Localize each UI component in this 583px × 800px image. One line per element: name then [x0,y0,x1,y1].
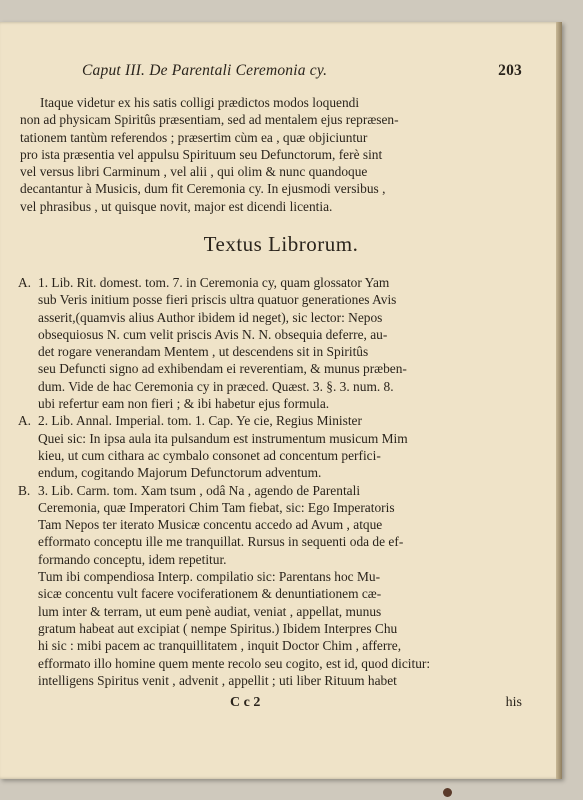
intro-line: decantantur à Musicis, dum fit Ceremonia cy. In ejusmodi versibus , [20,181,386,197]
page-number: 203 [498,62,522,79]
intro-line: vel versus libri Carminum , vel alii , qui olim & nunc quandoque [20,164,368,180]
entry-line: formando conceptu, idem repetitur. [38,551,227,567]
entry-line: asserit,(quamvis alius Author ibidem id neget), sic lector: Nepos [38,309,383,325]
entry-line: efformato illo homine quem mente recolo seu cogito, est id, quod dicitur: [38,655,431,671]
entry-line: kieu, ut cum cithara ac cymbalo consonet ad concentum perfici- [38,447,381,463]
entry-line: det rogare venerandam Mentem , ut descendens sit in Spiritûs [38,344,369,360]
entry-line: efformato conceptu ille me tranquillat. Rursus in sequenti oda de ef- [38,534,404,550]
intro-line: vel phrasibus , ut quisque novit, major est dicendi licentia. [20,198,333,214]
entry-line: Tam Nepos ter iterato Musicæ concentu accedo ad Avum , atque [38,517,383,533]
entry-line: gratum habeat aut excipiat ( nempe Spiritus.) Ibidem Interpres Chu [38,620,398,636]
entry-line: seu Defuncti signo ad exhibendam ei reverentiam, & munus præben- [38,361,407,377]
entry-interp [18,568,520,689]
entry-line: Tum ibi compendiosa Interp. compilatio sic: Parentans hoc Mu- [38,569,381,585]
entry-marker: B. [18,482,31,498]
intro-line: Itaque videtur ex his satis colligi prædictos modos loquendi [40,95,360,110]
intro-line: pro ista præsentia vel appulsu Spirituum seu Defunctorum, ferè sint [20,146,383,162]
entry-line: 2. Lib. Annal. Imperial. tom. 1. Cap. Ye cie, Regius Minister [38,413,362,429]
entry-line: 3. Lib. Carm. tom. Xam tsum , odâ Na , agendo de Parentali [38,482,361,498]
entry-line: 1. Lib. Rit. domest. tom. 7. in Ceremonia cy, quam glossator Yam [38,275,390,290]
entries [18,274,520,689]
entry-line: intelligens Spiritus venit , advenit , appellit ; uti liber Rituum habet [38,672,397,688]
entry-line: ubi refertur eam non fieri ; & ibi habetur ejus formula. [38,396,330,412]
entry-line: obsequiosus N. cum velit priscis Avis N. N. obsequia deferre, au- [38,326,388,342]
entry-line: sicæ concentu vult facere vociferationem & denuntiationem cæ- [38,586,382,602]
entry-a1 [18,274,520,412]
running-title: Caput III. De Parentali Ceremonia cy. [82,62,328,79]
intro-line: tationem tantùm referendos ; præsertim cùm ea , quæ objiciuntur [20,129,368,145]
book-page [0,22,562,779]
entry-marker: A. [18,413,32,429]
running-header [82,62,522,80]
entry-b3 [18,482,520,568]
entry-line: dum. Vide de hac Ceremonia cy in præced. Quæst. 3. §. 3. num. 8. [38,378,394,394]
entry-marker: A. [18,275,32,290]
catchword: his [505,695,522,710]
entry-line: Ceremonia, quæ Imperatori Chim Tam fiebat, sic: Ego Imperatoris [38,499,395,515]
entry-line: Quei sic: In ipsa aula ita pulsandum est instrumentum musicum Mim [38,430,408,446]
entry-line: hi sic : mibi pacem ac tranquillitatem , inquit Doctor Chim , afferre, [38,638,402,654]
entry-line: endum, cogitando Majorum Defunctorum adventum. [38,465,322,481]
entry-a2 [18,412,520,481]
section-title: Textus Librorum. [203,232,359,256]
ink-spot [443,788,452,797]
intro-paragraph [20,94,520,215]
entry-line: sub Veris initium posse fieri priscis ultra quatuor generationes Avis [38,292,397,308]
page-edge [556,22,562,779]
entry-line: lum inter & terram, ut eum penè audiat, veniat , appellat, munus [38,603,382,619]
intro-line: non ad physicam Spiritûs præsentiam, sed ad mentalem ejus repræsen- [20,112,399,128]
signature-mark: C c 2 [230,695,261,710]
